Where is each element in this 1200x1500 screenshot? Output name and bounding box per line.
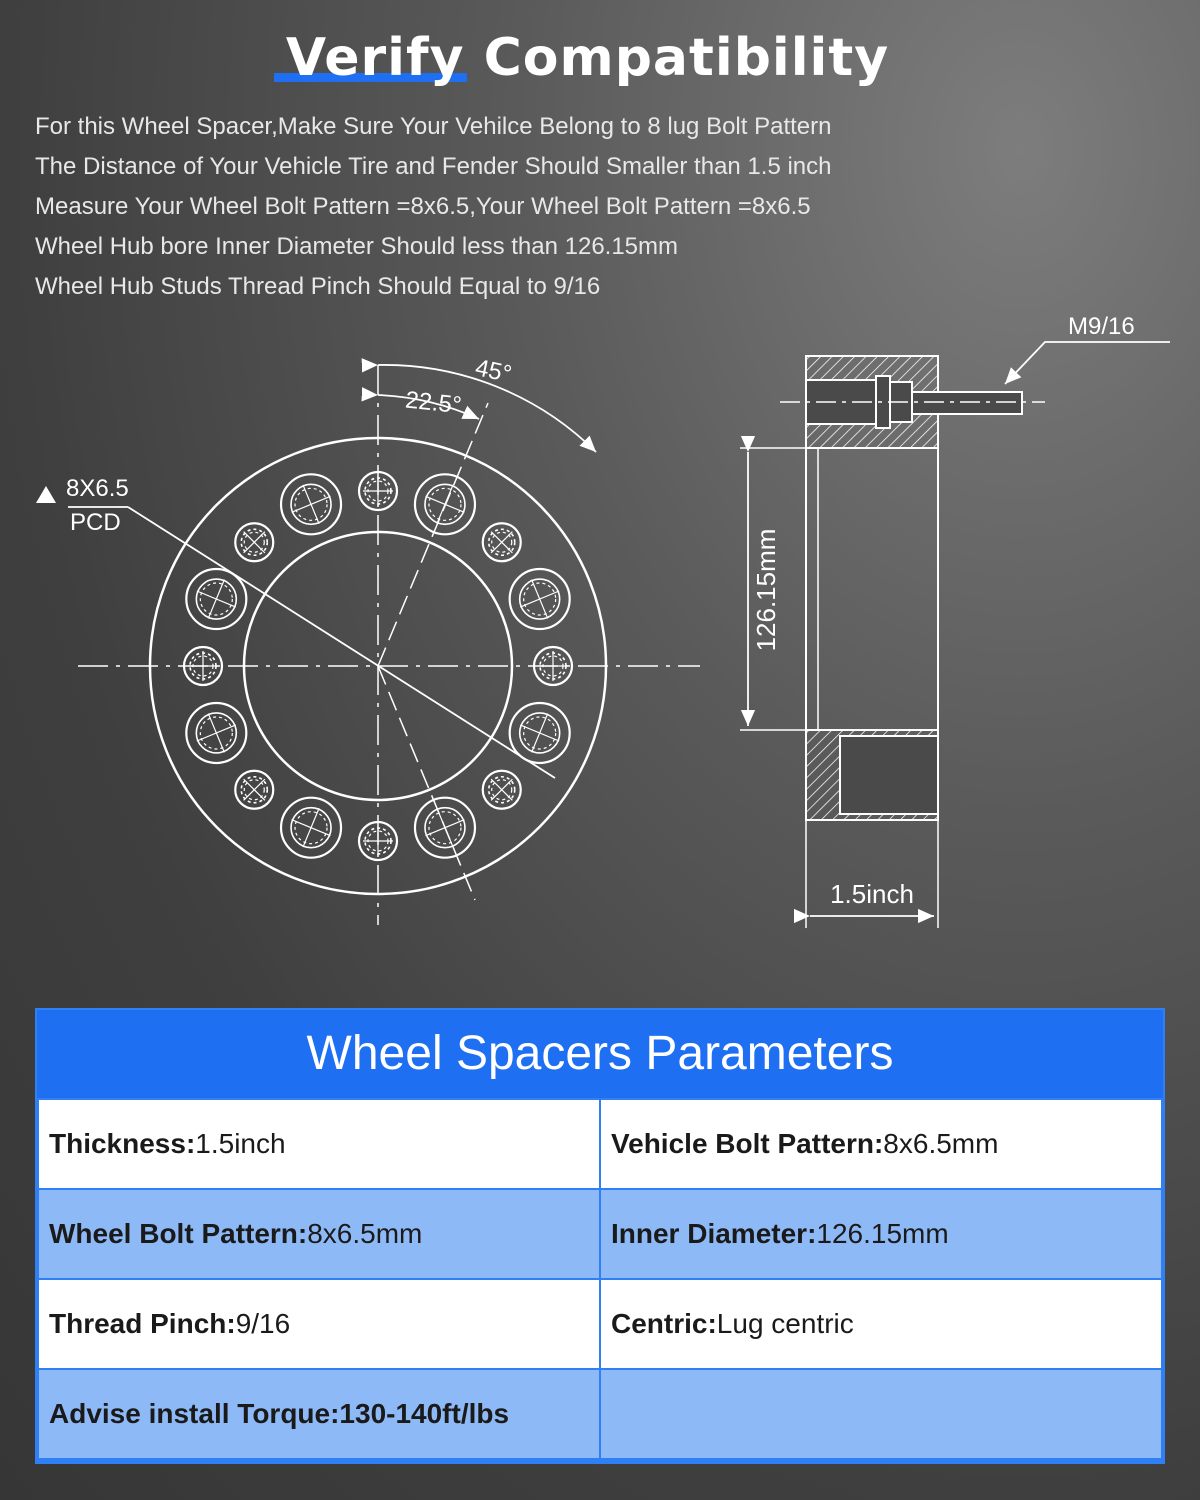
parameters-title: Wheel Spacers Parameters xyxy=(37,1010,1163,1098)
bolt-hole-small xyxy=(483,523,521,561)
side-view xyxy=(740,342,1170,928)
triangle-icon xyxy=(36,486,56,503)
bolt-hole-large xyxy=(510,569,570,629)
requirement-item: Wheel Hub Studs Thread Pinch Should Equal to 9/16 xyxy=(35,273,601,300)
title-rest: Compatibility xyxy=(483,28,890,88)
requirement-item: Wheel Hub bore Inner Diameter Should less than 126.15mm xyxy=(35,233,679,260)
table-cell: Inner Diameter:126.15mm xyxy=(600,1189,1162,1279)
title-highlight-word: Verify xyxy=(285,28,465,88)
requirements-list xyxy=(35,110,832,310)
table-row xyxy=(38,1369,1162,1459)
technical-drawing xyxy=(0,300,1200,950)
parameters-panel xyxy=(35,1008,1165,1464)
bolt-hole-small xyxy=(235,771,273,809)
thread-label: M9/16 xyxy=(1068,313,1135,340)
table-row xyxy=(38,1189,1162,1279)
bolt-hole-small xyxy=(483,771,521,809)
pcd-value: 8X6.5 xyxy=(66,475,129,502)
table-cell: Thread Pinch:9/16 xyxy=(38,1279,600,1369)
table-cell: Vehicle Bolt Pattern:8x6.5mm xyxy=(600,1099,1162,1189)
pcd-label: PCD xyxy=(70,509,121,536)
table-row xyxy=(38,1279,1162,1369)
bolt-hole-large xyxy=(281,798,341,858)
angle-22-label: 22.5° xyxy=(403,386,463,420)
parameters-table xyxy=(37,1098,1163,1460)
table-cell xyxy=(600,1369,1162,1459)
bolt-hole-small xyxy=(235,523,273,561)
page-title xyxy=(0,28,1175,88)
table-cell: Advise install Torque:130-140ft/lbs xyxy=(38,1369,600,1459)
table-cell: Centric:Lug centric xyxy=(600,1279,1162,1369)
thickness-label: 1.5inch xyxy=(830,879,914,909)
bolt-hole-large xyxy=(186,703,246,763)
table-cell: Wheel Bolt Pattern:8x6.5mm xyxy=(38,1189,600,1279)
front-view xyxy=(68,365,700,925)
bolt-hole-large xyxy=(186,569,246,629)
table-cell: Thickness:1.5inch xyxy=(38,1099,600,1189)
pcd-leader xyxy=(128,507,555,778)
requirement-item: The Distance of Your Vehicle Tire and Fender Should Smaller than 1.5 inch xyxy=(35,153,832,180)
inner-diameter-label: 126.15mm xyxy=(751,528,781,652)
bolt-hole-large xyxy=(281,474,341,534)
requirement-item: For this Wheel Spacer,Make Sure Your Vehilce Belong to 8 lug Bolt Pattern xyxy=(35,113,832,140)
table-row xyxy=(38,1099,1162,1189)
angle-45-label: 45° xyxy=(472,354,514,389)
requirement-item: Measure Your Wheel Bolt Pattern =8x6.5,Your Wheel Bolt Pattern =8x6.5 xyxy=(35,193,811,220)
